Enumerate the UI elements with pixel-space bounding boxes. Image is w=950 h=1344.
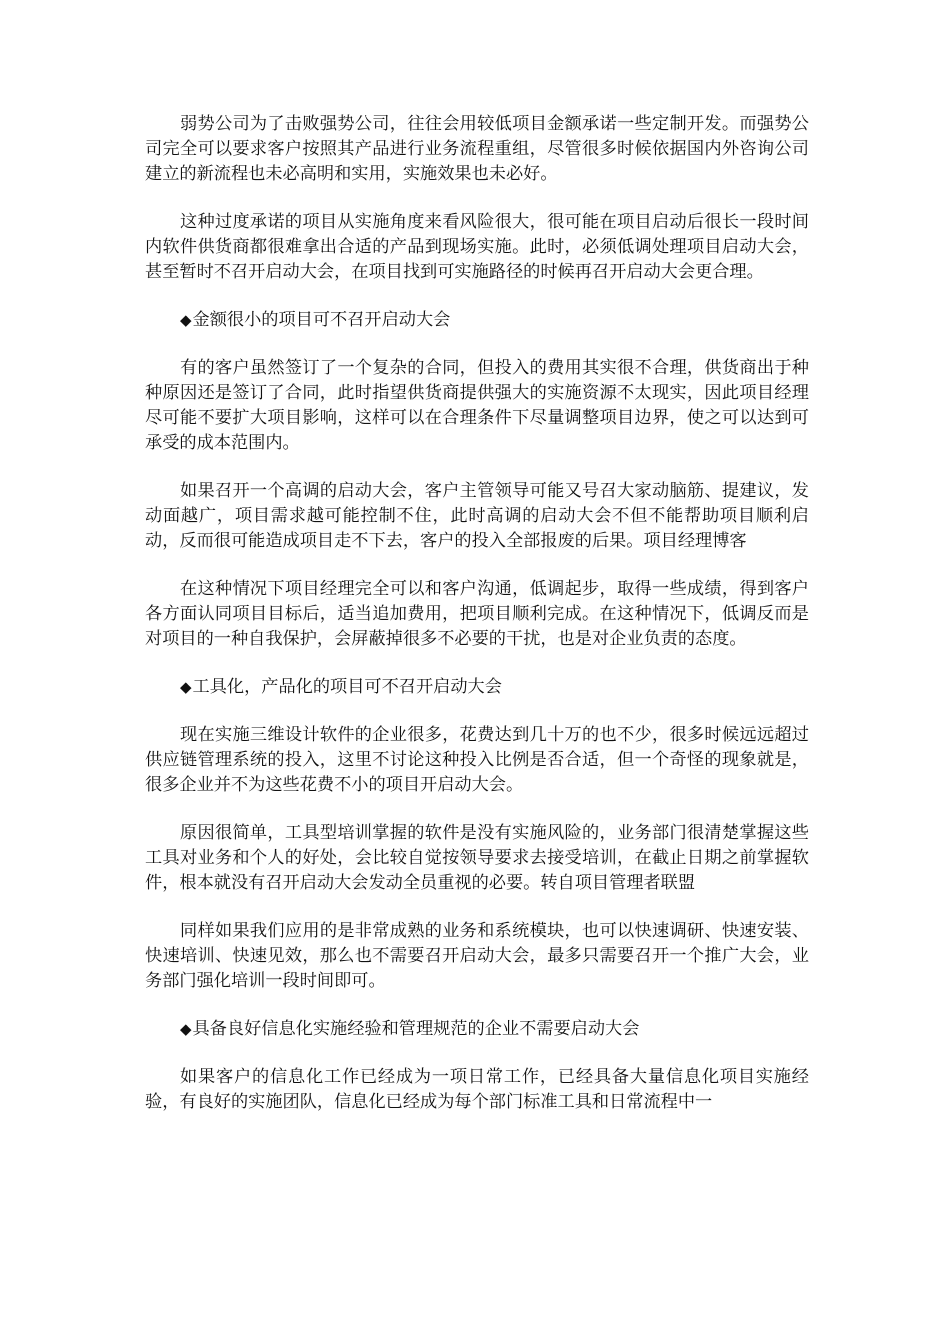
paragraph: 这种过度承诺的项目从实施角度来看风险很大，很可能在项目启动后很长一段时间内软件供货商都很难拿出合适的产品到现场实施。此时，必须低调处理项目启动大会，甚至暂时不召开启动大会，在项目找到可实施路径的时候再召开启动大会更合理。 xyxy=(145,212,809,282)
paragraph: 弱势公司为了击败强势公司，往往会用较低项目金额承诺一些定制开发。而强势公司完全可以要求客户按照其产品进行业务流程重组，尽管很多时候依据国内外咨询公司建立的新流程也未必高明和实用，实施效果也未必好。 xyxy=(145,114,809,184)
paragraph: 原因很简单，工具型培训掌握的软件是没有实施风险的，业务部门很清楚掌握这些工具对业务和个人的好处，会比较自觉按领导要求去接受培训，在截止日期之前掌握软件，根本就没有召开启动大会发动全员重视的必要。转自项目管理者联盟 xyxy=(145,823,809,893)
diamond-bullet-icon: ◆ xyxy=(180,1020,192,1038)
section-heading xyxy=(145,1017,809,1042)
diamond-bullet-icon: ◆ xyxy=(180,311,192,329)
paragraph: 如果客户的信息化工作已经成为一项日常工作，已经具备大量信息化项目实施经验，有良好的实施团队，信息化已经成为每个部门标准工具和日常流程中一 xyxy=(145,1067,809,1112)
paragraph: 有的客户虽然签订了一个复杂的合同，但投入的费用其实很不合理，供货商出于种种原因还是签订了合同，此时指望供货商提供强大的实施资源不太现实，因此项目经理尽可能不要扩大项目影响，这样可以在合理条件下尽量调整项目边界，使之可以达到可承受的成本范围内。 xyxy=(145,358,809,453)
paragraph: 在这种情况下项目经理完全可以和客户沟通，低调起步，取得一些成绩，得到客户各方面认同项目目标后，适当追加费用，把项目顺利完成。在这种情况下，低调反而是对项目的一种自我保护，会屏蔽掉很多不必要的干扰，也是对企业负责的态度。 xyxy=(145,579,809,649)
document-page xyxy=(145,112,809,1138)
paragraph: 现在实施三维设计软件的企业很多，花费达到几十万的也不少，很多时候远远超过供应链管理系统的投入，这里不讨论这种投入比例是否合适，但一个奇怪的现象就是，很多企业并不为这些花费不小的项目开启动大会。 xyxy=(145,725,809,795)
section-heading xyxy=(145,675,809,700)
paragraph: 同样如果我们应用的是非常成熟的业务和系统模块，也可以快速调研、快速安装、快速培训、快速见效，那么也不需要召开启动大会，最多只需要召开一个推广大会，业务部门强化培训一段时间即可。 xyxy=(145,921,809,991)
section-heading-text: 具备良好信息化实施经验和管理规范的企业不需要启动大会 xyxy=(192,1019,640,1039)
diamond-bullet-icon: ◆ xyxy=(180,678,192,696)
paragraph: 如果召开一个高调的启动大会，客户主管领导可能又号召大家动脑筋、提建议，发动面越广，项目需求越可能控制不住，此时高调的启动大会不但不能帮助项目顺利启动，反而很可能造成项目走不下去，客户的投入全部报废的后果。项目经理博客 xyxy=(145,481,809,551)
section-heading-text: 工具化，产品化的项目可不召开启动大会 xyxy=(192,677,502,697)
section-heading xyxy=(145,308,809,333)
section-heading-text: 金额很小的项目可不召开启动大会 xyxy=(192,310,451,330)
